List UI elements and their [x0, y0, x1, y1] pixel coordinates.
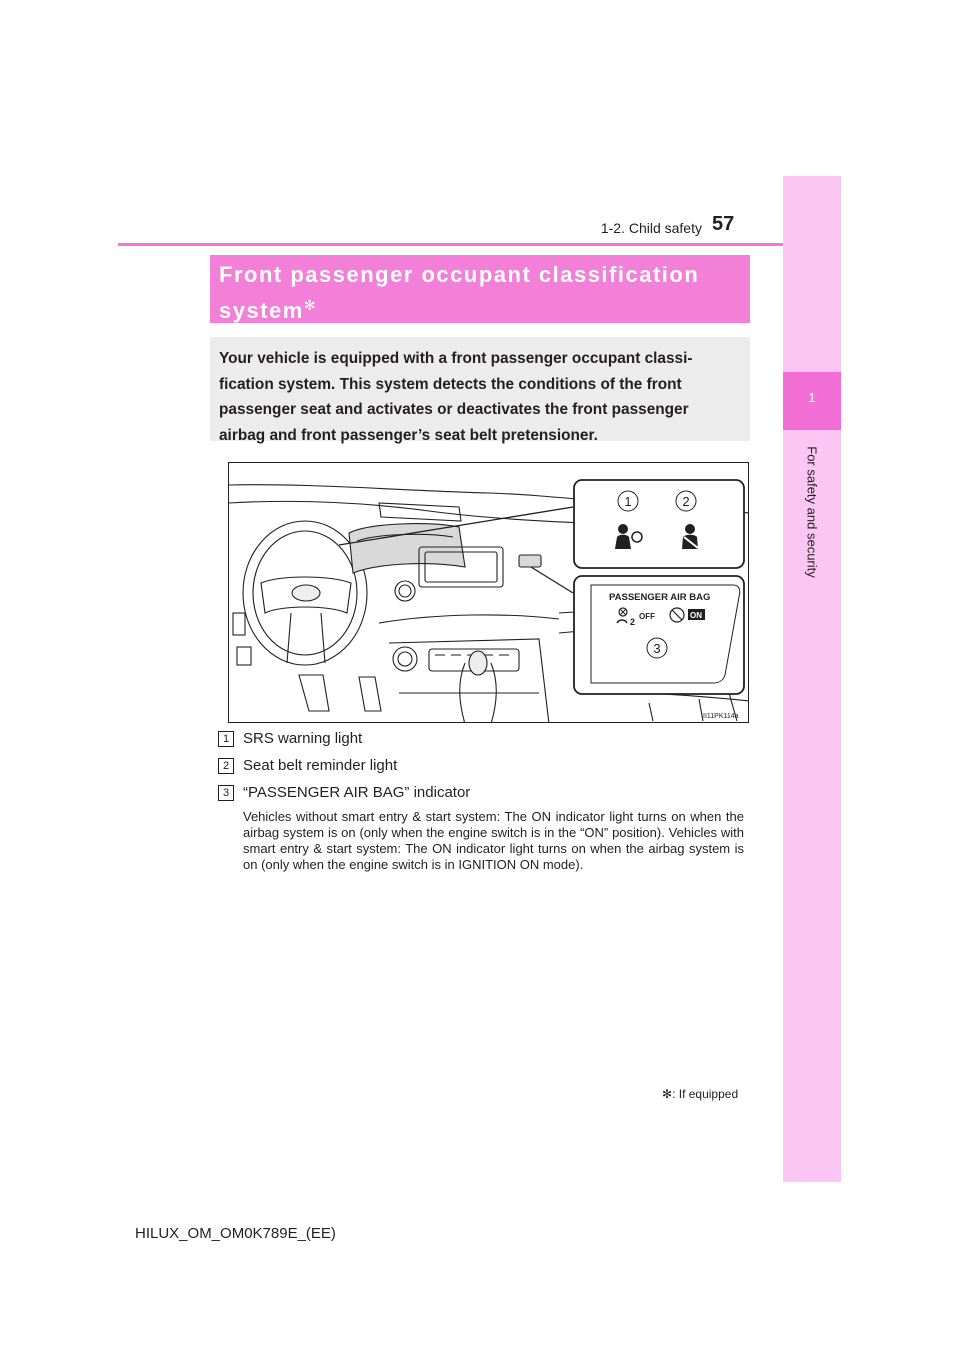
intro-line-3: passenger seat and activates or deactivates the front passenger — [219, 401, 689, 418]
equipped-star-icon: ✻ — [303, 297, 318, 313]
figure-code: II11PK114a — [703, 713, 739, 720]
callout-number-2: 2 — [682, 494, 690, 509]
item-number-badge: 2 — [218, 758, 234, 774]
title-banner — [210, 255, 750, 323]
dashboard-illustration — [228, 462, 749, 723]
page-title-line-1: Front passenger occupant classification — [219, 262, 700, 287]
item-number-badge: 1 — [218, 731, 234, 747]
manual-code: HILUX_OM_OM0K789E_(EE) — [135, 1225, 336, 1242]
page-number: 57 — [712, 213, 735, 235]
indicator-detail-text: Vehicles without smart entry & start system: The ON indicator light turns on when the airbag system is on (only when the engine switch is in the “ON” position). Vehicles with smart entry & start system: The ON indicator light turns on when the airbag system is on (only when the engine switch is in IGNITION ON mode). — [243, 809, 744, 872]
callout-number-1: 1 — [624, 494, 632, 509]
chapter-number: 1 — [808, 390, 816, 405]
callout-number-3: 3 — [653, 641, 661, 656]
footnote-star-icon: ✻ — [662, 1087, 673, 1101]
footnote-text: : If equipped — [672, 1087, 739, 1101]
item-number-badge: 3 — [218, 785, 234, 801]
off-label: OFF — [639, 612, 655, 621]
intro-box — [210, 337, 750, 444]
intro-line-1: Your vehicle is equipped with a front passenger occupant classi- — [219, 350, 693, 367]
header-rule — [118, 243, 783, 246]
intro-line-4: airbag and front passenger’s seat belt pretensioner. — [219, 426, 598, 444]
page-title — [219, 260, 742, 326]
item-label: SRS warning light — [243, 730, 363, 747]
item-label: Seat belt reminder light — [243, 757, 398, 774]
warning-lights-callout — [573, 479, 745, 569]
page-title-line-2: system — [219, 298, 304, 323]
section-title: 1-2. Child safety — [600, 220, 702, 236]
footnote — [662, 1087, 738, 1101]
intro-text — [219, 346, 741, 448]
indicator-two-label: 2 — [630, 617, 636, 627]
chapter-side-tab — [783, 176, 841, 1182]
passenger-airbag-callout — [573, 575, 745, 695]
passenger-air-bag-label: PASSENGER AIR BAG — [609, 592, 711, 603]
item-label: “PASSENGER AIR BAG” indicator — [243, 784, 471, 801]
chapter-title: For safety and security — [804, 446, 820, 578]
intro-line-2: fication system. This system detects the conditions of the front — [219, 375, 682, 393]
on-label: ON — [690, 611, 702, 620]
